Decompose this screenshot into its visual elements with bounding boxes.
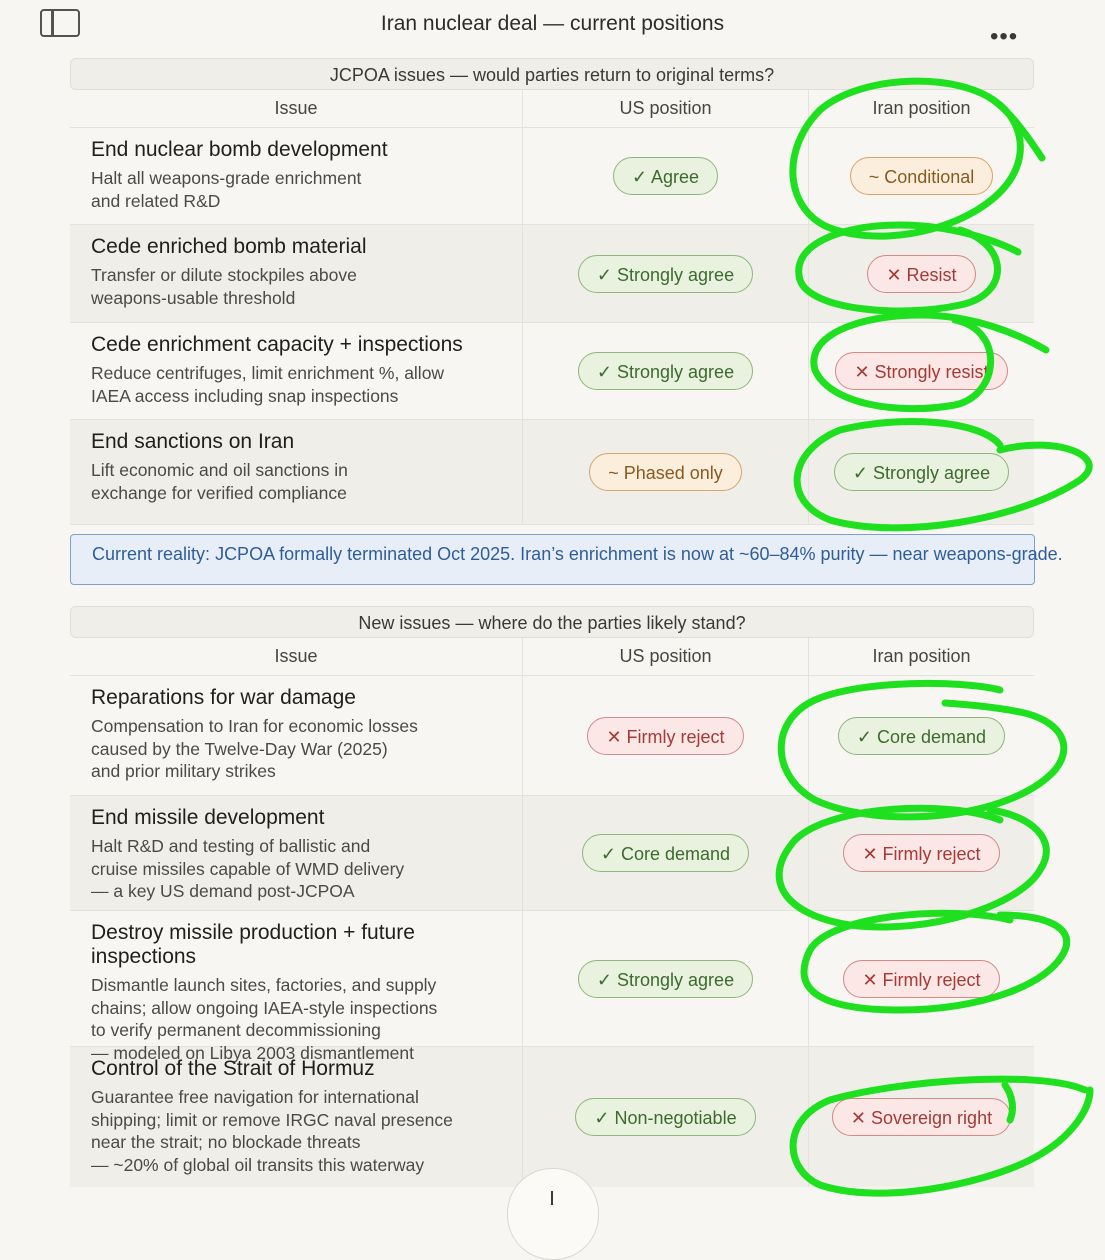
notice-text: JCPOA formally terminated Oct 2025. Iran’s enrichment is now at ~60–84% purity — near weapons-grade.	[215, 544, 1063, 564]
section-title: JCPOA issues — would parties return to original terms?	[70, 58, 1034, 90]
iran-position-badge: ✕ Sovereign right	[832, 1098, 1011, 1136]
us-position-badge: ~ Phased only	[589, 453, 742, 491]
column-headers	[70, 638, 1034, 676]
jcpoa-issues-table	[70, 58, 1034, 525]
us-position-badge: ✓ Non-negotiable	[575, 1098, 755, 1136]
issue-title: Control of the Strait of Hormuz	[91, 1057, 375, 1080]
arrow-stem	[551, 1191, 553, 1205]
page-title: Iran nuclear deal — current positions	[380, 12, 725, 35]
scroll-down-icon[interactable]	[507, 1168, 599, 1260]
iran-position-badge: ✕ Strongly resist	[835, 352, 1007, 390]
us-position-badge: ✓ Strongly agree	[578, 352, 753, 390]
column-header-us: US position	[522, 90, 808, 127]
issue-title: End sanctions on Iran	[91, 430, 295, 453]
column-header-issue: Issue	[274, 646, 318, 666]
us-position-badge: ✓ Strongly agree	[578, 960, 753, 998]
iran-position-badge: ~ Conditional	[850, 157, 994, 195]
table-row	[70, 676, 1034, 796]
us-position-badge: ✕ Firmly reject	[587, 717, 743, 755]
issue-description: Guarantee free navigation for international shipping; limit or remove IRGC naval presence near the strait; no blockade threats — ~20% of global oil transits this waterway	[91, 1087, 453, 1175]
iran-position-badge: ✓ Strongly agree	[834, 453, 1009, 491]
table-row	[70, 225, 1034, 323]
column-headers	[70, 90, 1034, 128]
issue-title: Destroy missile production + future inspections	[91, 921, 415, 968]
column-header-us: US position	[522, 638, 808, 675]
issue-description: Halt all weapons-grade enrichment and related R&D	[91, 168, 362, 211]
issue-title: Reparations for war damage	[91, 686, 356, 709]
column-header-iran: Iran position	[808, 638, 1034, 675]
us-position-badge: ✓ Core demand	[582, 834, 749, 872]
section-title: New issues — where do the parties likely stand?	[70, 606, 1034, 638]
column-header-issue: Issue	[274, 98, 318, 118]
current-reality-notice	[70, 534, 1063, 585]
table-row	[70, 420, 1034, 525]
issue-description: Dismantle launch sites, factories, and supply chains; allow ongoing IAEA-style inspections to verify permanent decommissioning — modeled on Libya 2003 dismantlement	[91, 975, 438, 1063]
notice-label: Current reality:	[92, 544, 211, 564]
iran-position-badge: ✓ Core demand	[838, 717, 1005, 755]
iran-position-badge: ✕ Resist	[867, 255, 975, 293]
us-position-badge: ✓ Agree	[613, 157, 718, 195]
issue-description: Compensation to Iran for economic losses caused by the Twelve-Day War (2025) and prior military strikes	[91, 716, 418, 781]
us-position-badge: ✓ Strongly agree	[578, 255, 753, 293]
iran-position-badge: ✕ Firmly reject	[843, 834, 999, 872]
issue-description: Halt R&D and testing of ballistic and cruise missiles capable of WMD delivery — a key US demand post-JCPOA	[91, 836, 405, 901]
issue-description: Reduce centrifuges, limit enrichment %, allow IAEA access including snap inspections	[91, 363, 445, 406]
issue-description: Lift economic and oil sanctions in exchange for verified compliance	[91, 460, 348, 503]
more-options-icon[interactable]: •••	[990, 23, 1019, 50]
issue-title: End nuclear bomb development	[91, 138, 388, 161]
issue-title: Cede enriched bomb material	[91, 235, 367, 258]
top-bar	[0, 0, 1105, 52]
issue-title: End missile development	[91, 806, 325, 829]
table-row	[70, 1047, 1034, 1187]
iran-position-badge: ✕ Firmly reject	[843, 960, 999, 998]
table-row	[70, 323, 1034, 420]
table-row	[70, 911, 1034, 1063]
column-header-iran: Iran position	[808, 90, 1034, 127]
table-row	[70, 796, 1034, 911]
new-issues-table	[70, 606, 1034, 1187]
issue-description: Transfer or dilute stockpiles above weapons-usable threshold	[91, 265, 357, 308]
issue-title: Cede enrichment capacity + inspections	[91, 333, 463, 356]
table-row	[70, 128, 1034, 225]
